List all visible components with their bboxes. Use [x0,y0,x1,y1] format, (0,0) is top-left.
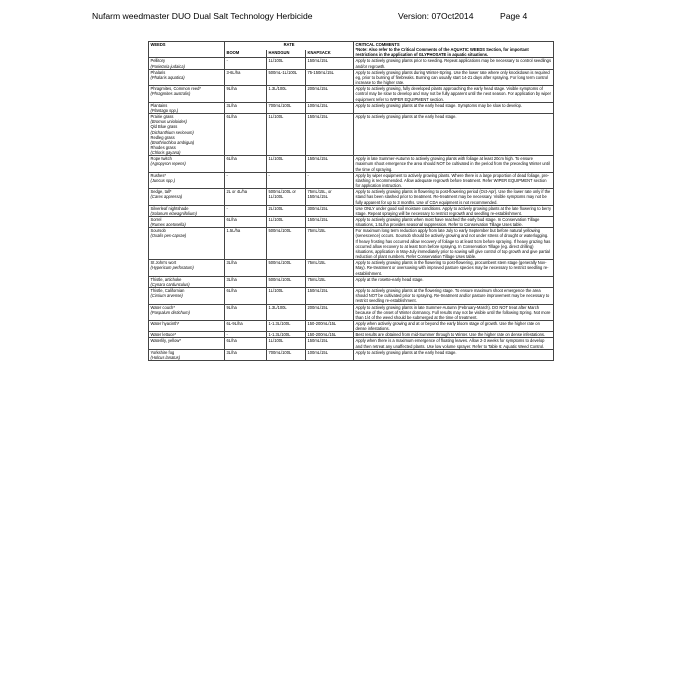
knapsack-rate-cell: 150mL/15L [306,217,354,228]
table-row [149,86,554,102]
handgun-rate-cell: 1L/100L [267,288,306,304]
knapsack-rate-cell: - [306,172,354,188]
handgun-rate-cell: 1L/100L [267,217,306,228]
handgun-rate-cell: 500mL/100L or 1L/100L [267,189,306,205]
weed-name-cell [149,156,225,172]
handgun-rate-cell: 1.3L/100L [267,304,306,320]
comments-header-label: CRITICAL COMMENTS [355,42,400,47]
knapsack-rate-cell: 75mL/15L [306,276,354,287]
handgun-rate-cell: - [267,172,306,188]
critical-comment-cell: Apply when there is a maximum emergence of floating leaves. Allow 2-3 weeks for symptoms to develop and then retreat any unaffected plants. Use low volume sprayer. Refer to Table 6: Aquatic Weed Control. [354,338,554,349]
weed-name-cell [149,349,225,360]
table-row [149,320,554,331]
table-header-row-1 [149,42,554,50]
aquatic-note: *Note: Also refer to the Critical Comments of the AQUATIC WEEDS Section, for important restrictions in the application of GLYPHOSATE in aquatic situations. [355,47,529,58]
knapsack-rate-cell: 150mL/15L [306,156,354,172]
weed-common-name: St John's wort [150,260,177,266]
weed-name-cell [149,114,225,156]
boom-rate-cell: - [225,58,267,69]
weed-scientific-name: (Parietaria judaica) [150,63,185,69]
handgun-rate-cell: 1-1.3L/100L [267,320,306,331]
weed-scientific-name: (Paspalum distichum) [150,309,190,315]
handgun-rate-cell: 700mL/100L [267,102,306,113]
boom-rate-cell: 3L/ha [225,102,267,113]
boom-rate-cell: 3-6L/ha [225,69,267,85]
table-row [149,349,554,360]
handgun-rate-cell: 500mL-1L/100L [267,69,306,85]
handgun-rate-cell: 700mL/100L [267,349,306,360]
table-row [149,228,554,260]
weed-scientific-name: (Phragmites australis) [150,91,191,97]
table-row [149,338,554,349]
table-row [149,217,554,228]
weed-name-cell [149,58,225,69]
weed-common-name: Thistle, artichoke [150,276,182,282]
table-row [149,189,554,205]
knapsack-rate-cell: 150mL/15L [306,338,354,349]
weeds-column-header: WEEDS [149,42,225,58]
boom-rate-cell: - [225,172,267,188]
handgun-rate-cell: 1-1.3L/100L [267,332,306,338]
weed-name-cell [149,320,225,331]
critical-comment-cell: For maximum long term reduction apply from late July to early September but before natural yellowing (senescence) occurs. Soursob should be actively growing and not under stress of drought or waterlogging. If heavy frosting has occurred allow recovery of foliage to at least 5cm before spraying. If heavy grazing has occurred allow recovery to at least 5cm before spraying. In Conservation Tillage (eg. direct drilling) situations, application in May-July immediately prior to sowing will give control of top growth and give partial reduction of plant numbers. Refer Conservation Tillage Uses table. [354,228,554,260]
handgun-rate-cell: 1L/100L [267,338,306,349]
weed-scientific-name: (Dichanthium sericeum) [150,129,194,135]
handgun-rate-cell: 500mL/100L [267,260,306,276]
critical-comment-cell: Apply by wiper equipment to actively growing plants. Where there is a large proportion of dead foliage, pre-slashing is recommended. Allow adequate regrowth before treatment. Refer WIPER EQUIPMENT section for application instruction. [354,172,554,188]
knapsack-rate-cell: 100mL/15L [306,102,354,113]
critical-comment-cell: Apply to actively growing plants prior to seeding. Repeat applications may be necessary to control seedlings and/or regrowth. [354,58,554,69]
weed-scientific-name: (Agropyron repens) [150,161,186,167]
critical-comment-cell: Apply to actively growing plants at the early head stage. [354,349,554,360]
weed-scientific-name: (Juncus spp.) [150,177,176,183]
weed-name-cell [149,338,225,349]
weed-name-cell [149,205,225,216]
weed-common-name: Thistle, Californian [150,288,185,294]
weed-common-name: Yorkshire fog [150,349,175,355]
knapsack-rate-cell: 150-200mL/15L [306,320,354,331]
table-row [149,288,554,304]
weed-common-name: Rope twitch [150,156,172,162]
weed-common-name: Water hyacinth* [150,320,180,326]
handgun-rate-cell: 1L/100L [267,58,306,69]
critical-comment-cell: Apply to actively growing plants when most have reached the early bud stage. In Conservation Tillage situations, 1.5L/ha provides seasonal suppression. Refer to Conservation Tillage Uses table. [354,217,554,228]
weed-scientific-name: (Cynara cardunculus) [150,281,190,287]
weed-scientific-name: (Brothriochloa ambigua) [150,139,195,145]
knapsack-rate-cell: 75mL/15L, or 150mL/15L [306,189,354,205]
boom-rate-cell: 6L-9L/ha [225,320,267,331]
handgun-column-header: HANDGUN [267,50,306,58]
boom-rate-cell: 6L/ha [225,114,267,156]
weed-common-name: Pellitory [150,58,166,64]
table-row [149,260,554,276]
weed-common-name: Prairie grass [150,114,174,120]
boom-rate-cell: 2L or 4L/ha [225,189,267,205]
document-title: Nufarm weedmaster DUO Dual Salt Technology Herbicide [92,11,313,21]
weed-scientific-name: (Holcus lanatus) [150,354,181,360]
handgun-rate-cell: 500mL/100L [267,228,306,260]
knapsack-rate-cell: 75mL/15L [306,228,354,260]
boom-rate-cell: 3L/ha [225,349,267,360]
critical-comment-cell: Apply to actively growing plants in late Summer-Autumn (February-March). DO NOT treat after March because of the onset of Winter dormancy. Full results may not be visible until the following Spring. Not more than 1/4 of the weed should be submerged at the time of treatment. [354,304,554,320]
table-row [149,172,554,188]
document-version: Version: 07Oct2014 [398,11,474,21]
weed-scientific-name: (Carex appressa) [150,194,183,200]
boom-rate-cell: 6L/ha [225,217,267,228]
table-row [149,304,554,320]
knapsack-rate-cell: 150mL/15L [306,114,354,156]
table-row [149,69,554,85]
weed-common-name: Waterlily, yellow* [150,338,181,344]
boom-rate-cell: - [225,332,267,338]
weed-scientific-name: (Cirsium arvense) [150,293,183,299]
weeds-rate-table [148,41,554,361]
critical-comment-cell: Apply at the rosette-early head stage. [354,276,554,287]
critical-comment-cell: Apply when actively growing and at or beyond the early bloom stage of growth. Use the higher rate on dense infestations. [354,320,554,331]
knapsack-rate-cell: 150mL/15L [306,288,354,304]
weed-common-name: Rhodes grass [150,144,176,150]
boom-rate-cell: 6L/ha [225,338,267,349]
table-row [149,156,554,172]
weed-name-cell [149,260,225,276]
weed-scientific-name: (Chloris gayana) [150,150,181,156]
knapsack-rate-cell: 300mL/15L [306,205,354,216]
handgun-rate-cell: 1L/100L [267,156,306,172]
weed-common-name: Water lettuce* [150,332,177,338]
boom-rate-cell: 9L/ha [225,304,267,320]
rate-column-header: RATE [225,42,354,50]
weed-scientific-name: (Solanum elaeagnifolium) [150,210,197,216]
table-row [149,102,554,113]
table-body [149,58,554,361]
knapsack-rate-cell: 100mL/15L [306,349,354,360]
weed-common-name: Sorrel [150,217,162,222]
weed-common-name: Silverleaf nightshade [150,205,189,211]
critical-comment-cell: Apply to actively growing plants in flowering to post-flowering period (Oct-Apr). Use the lower rate only if the stand has been slashed prior to treatment. Re-treatment may be necessary. Visible symptoms may not be fully apparent for up to 3 months. Use of CDA equipment is not recommended. [354,189,554,205]
handgun-rate-cell: 1.3L/100L [267,86,306,102]
weed-name-cell [149,86,225,102]
boom-rate-cell: 3L/ha [225,276,267,287]
boom-rate-cell: 1.5L/ha [225,228,267,260]
weed-name-cell [149,172,225,188]
handgun-rate-cell: 500mL/100L [267,276,306,287]
critical-comment-cell: Apply to actively growing plants at the early head stage. [354,114,554,156]
boom-rate-cell: 3L/ha [225,260,267,276]
weed-scientific-name: (Plantago spp.) [150,107,179,113]
critical-comment-cell: Apply to actively growing, fully developed plants approaching the early head stage. Visible symptoms of control may be slow to develop and may not be fully apparent until the next season. For application by wiper equipment refer to WIPER EQUIPMENT section. [354,86,554,102]
knapsack-rate-cell: 75mL/15L [306,260,354,276]
boom-rate-cell: 9L/ha [225,86,267,102]
knapsack-rate-cell: 200mL/15L [306,304,354,320]
table-row [149,58,554,69]
table-row [149,114,554,156]
critical-comment-cell: Use ONLY under good soil moisture conditions. Apply to actively growing plants at the late flowering to berry stage. Repeat spraying will be necessary to restrict regrowth and seedling re-establishment. [354,205,554,216]
boom-rate-cell: 6L/ha [225,156,267,172]
weed-scientific-name: (Rumex acetosella) [150,222,186,228]
weed-common-name: Phragmites, Common reed* [150,86,202,92]
handgun-rate-cell: 1L/100L [267,114,306,156]
weed-name-cell [149,304,225,320]
weed-common-name: Qld Blue grass [150,124,178,130]
table-row [149,276,554,287]
weed-name-cell [149,69,225,85]
boom-column-header: BOOM [225,50,267,58]
weed-name-cell [149,276,225,287]
weed-scientific-name: (Hypericum perforatum) [150,265,194,271]
handgun-rate-cell: 2L/100L [267,205,306,216]
weed-scientific-name: (Oxalis pes-caprae) [150,233,187,239]
critical-comment-cell: Apply in late Summer-Autumn to actively growing plants with foliage at least 20cm high. To ensure maximum shoot emergence the area should NOT be cultivated in the period from the preceding Winter until the time of spraying. [354,156,554,172]
weed-common-name: Water couch* [150,304,175,310]
critical-comment-cell: Apply to actively growing plants during Winter-Spring. Use the lower rate where only knockdown is required eg, prior to burning of firebreaks. Burning can usually start 14-21 days after spraying. For long term control increase to the higher rate. [354,69,554,85]
weed-name-cell [149,288,225,304]
weed-common-name: Phalaris [150,69,166,75]
weed-scientific-name: (Bromus unioloides) [150,119,187,125]
knapsack-column-header: KNAPSACK [306,50,354,58]
weed-name-cell [149,189,225,205]
weed-common-name: Plantains [150,102,168,108]
boom-rate-cell: 6L/ha [225,288,267,304]
knapsack-rate-cell: 75-150mL/15L [306,69,354,85]
knapsack-rate-cell: 150-200mL/15L [306,332,354,338]
weed-name-cell [149,228,225,260]
weed-name-cell [149,102,225,113]
critical-comment-cell: Apply to actively growing plants at the flowering stage. To ensure maximum shoot emergence the area should NOT be cultivated prior to spraying. Re-treatment and/or pasture improvement may be necessary to restrict seedling re-establishment. [354,288,554,304]
knapsack-rate-cell: 150mL/15L [306,58,354,69]
weed-scientific-name: (Phalaris aquatica) [150,74,185,80]
critical-comment-cell: Apply to actively growing plants at the early head stage. Symptoms may be slow to develop. [354,102,554,113]
weed-common-name: Rushes* [150,172,166,178]
critical-comment-cell: Apply to actively growing plants in the flowering to post-flowering, procumbent stem stage (generally Nov-May). Re-treatment or oversowing with improved pasture species may be necessary to restrict seedling re-establishment. [354,260,554,276]
weed-common-name: Soursob [150,228,166,234]
page-number: Page 4 [500,11,528,21]
critical-comment-cell: Best results are obtained from mid-Summer through to Winter. Use the higher rate on dense infestations. [354,332,554,338]
weed-name-cell [149,217,225,228]
knapsack-rate-cell: 200mL/15L [306,86,354,102]
boom-rate-cell: - [225,205,267,216]
weed-common-name: Redleg grass [150,134,175,140]
page-header [0,11,700,25]
weed-common-name: Sedge, tall* [150,189,172,195]
comments-column-header [354,42,554,58]
table-row [149,205,554,216]
